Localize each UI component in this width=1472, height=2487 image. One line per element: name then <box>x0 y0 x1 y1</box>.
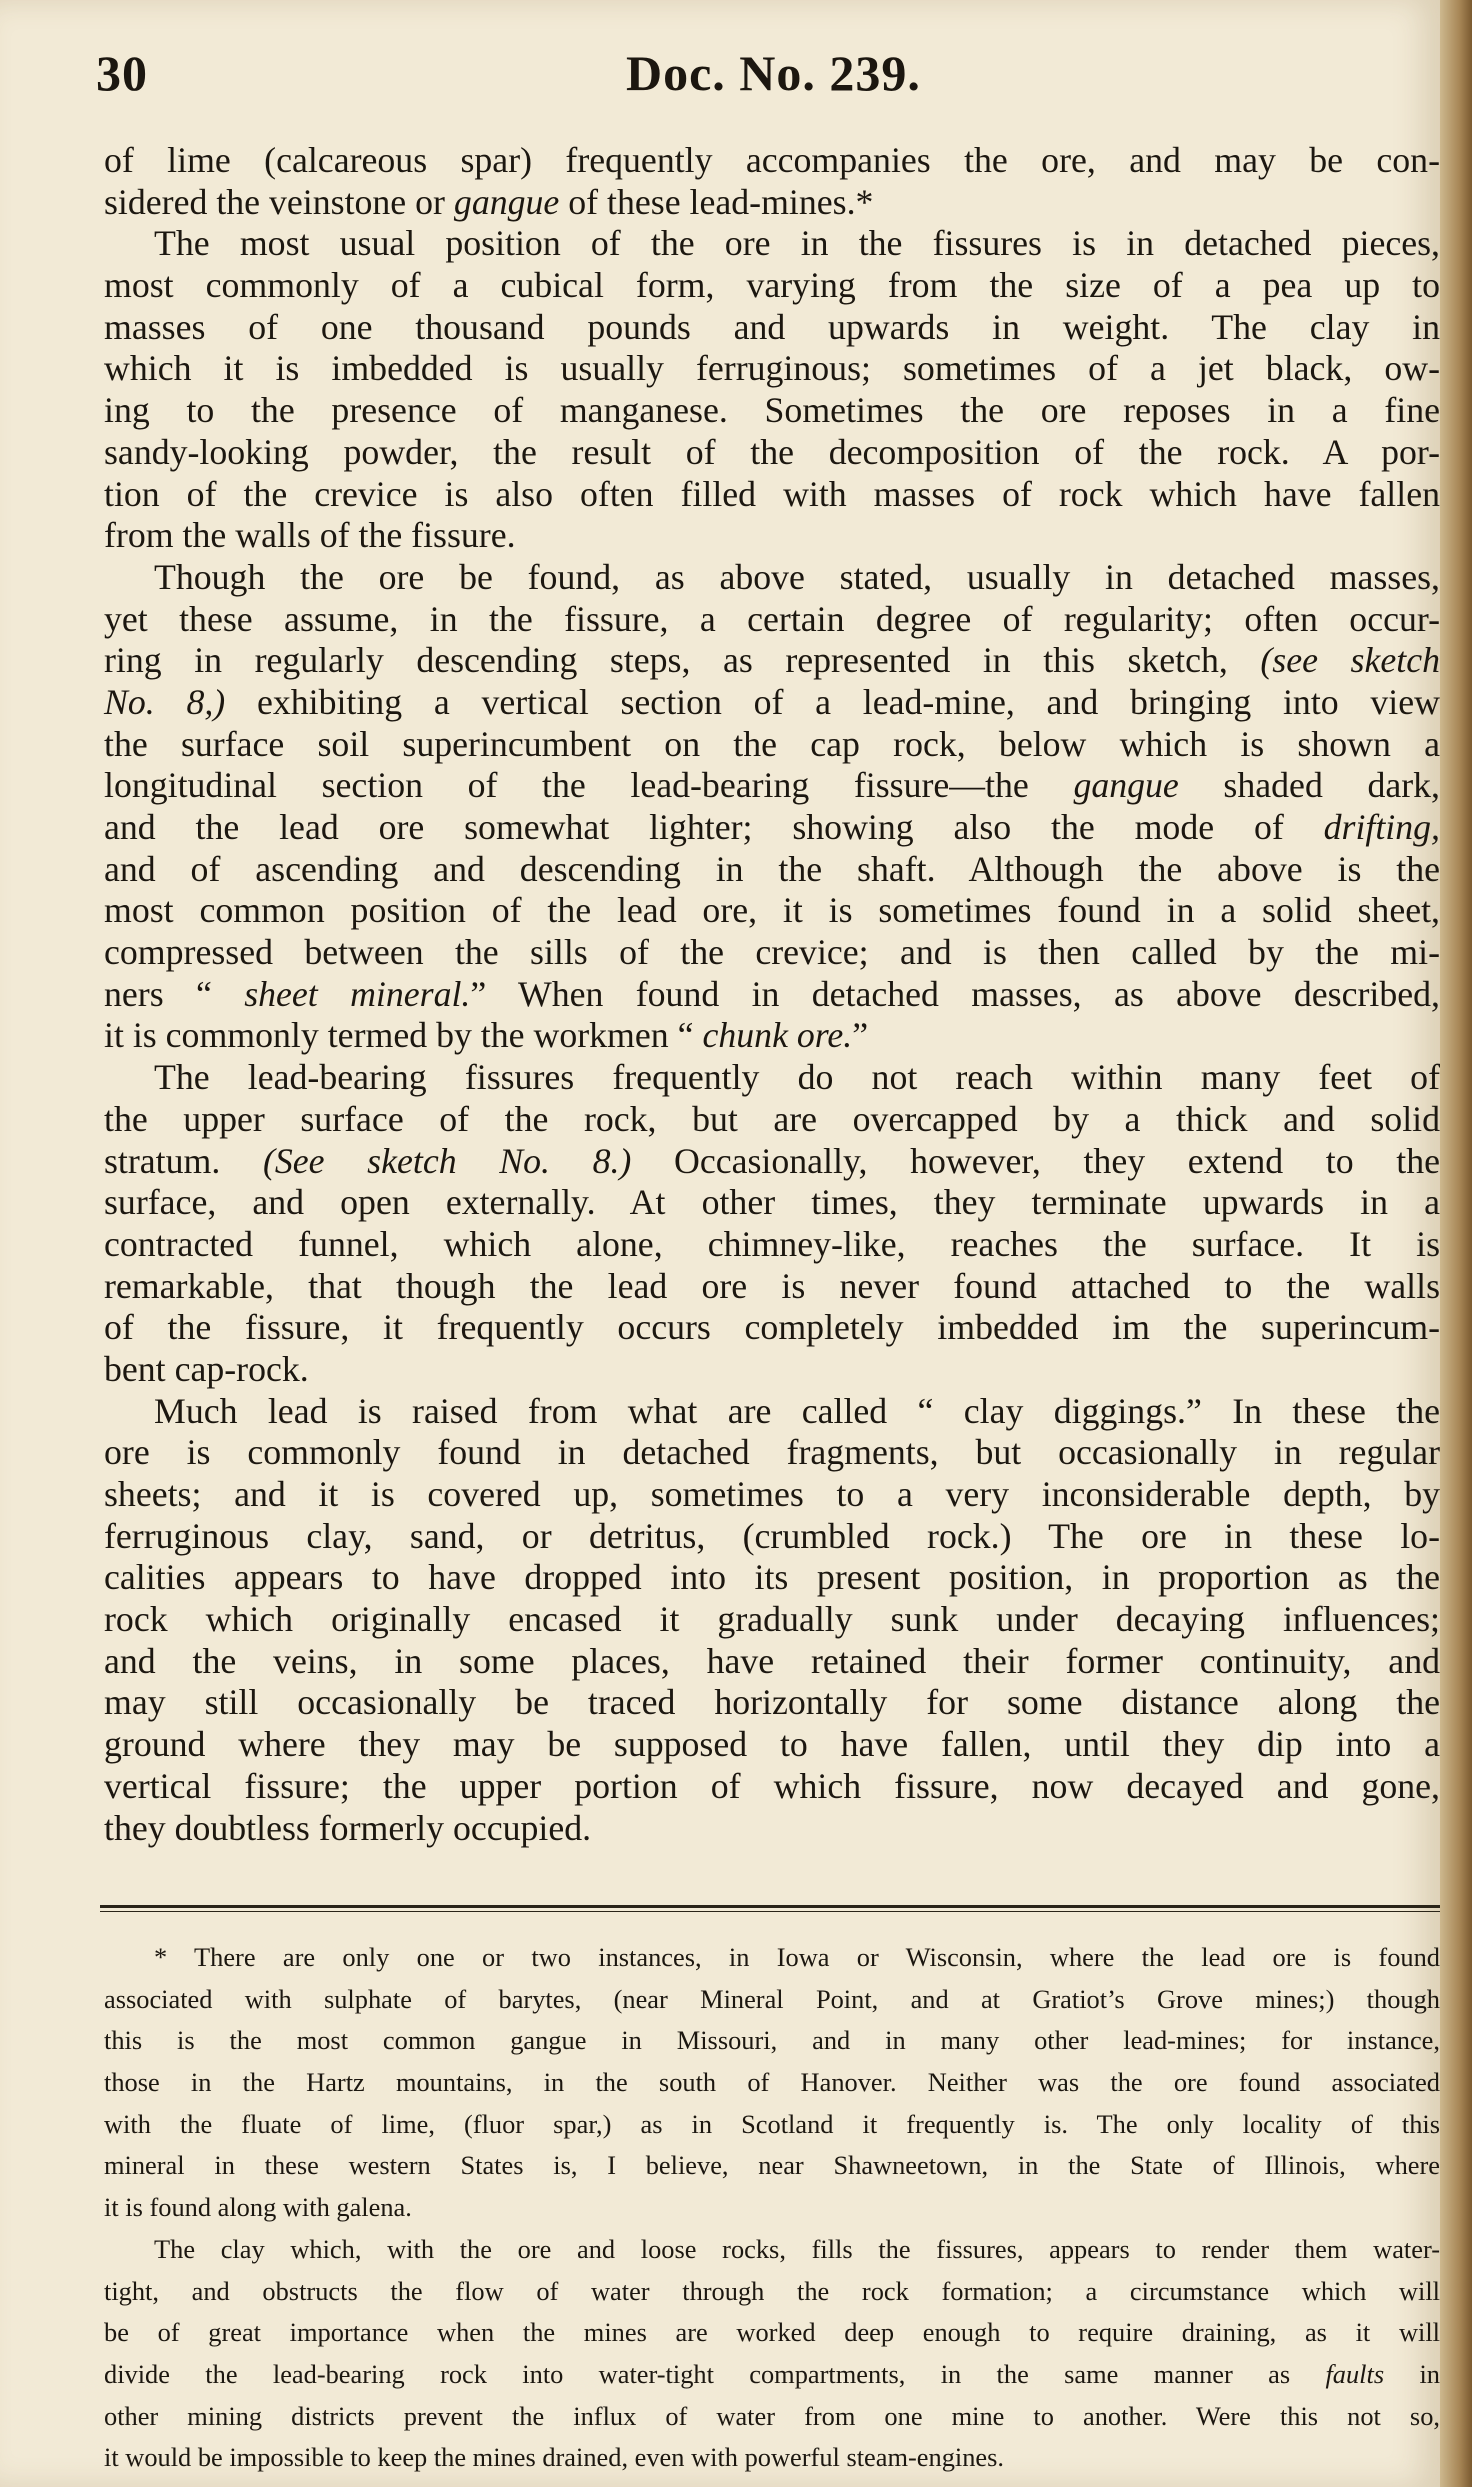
text-segment: those in the Hartz mountains, in the south of Hanover. Neither was the ore found associated <box>104 2067 1440 2098</box>
italic-text: faults <box>1325 2358 1385 2389</box>
text-line <box>104 1766 1440 1808</box>
text-segment: most commonly of a cubical form, varying from the size of a pea up to <box>104 265 1440 306</box>
italic-text: gangue <box>1073 765 1179 806</box>
text-segment: Occasionally, however, they extend to the <box>631 1140 1440 1181</box>
text-line <box>104 1808 1440 1850</box>
italic-text: gangue <box>453 181 560 222</box>
text-segment: ring in regularly descending steps, as represented in this sketch, <box>104 640 1261 681</box>
page-header <box>96 44 1446 114</box>
text-segment: sidered the veinstone or <box>104 181 454 222</box>
text-line <box>104 849 1440 891</box>
text-line <box>104 140 1440 182</box>
text-line <box>104 1099 1440 1141</box>
text-segment: ” <box>852 1015 869 1056</box>
text-line <box>104 1682 1440 1724</box>
text-line <box>104 807 1440 849</box>
text-line <box>104 223 1440 265</box>
text-line <box>104 974 1440 1016</box>
text-segment: the surface soil superincumbent on the cap rock, below which is shown a <box>104 723 1440 764</box>
text-segment: this is the most common gangue in Missouri, and in many other lead-mines; for instance, <box>104 2025 1440 2056</box>
text-line <box>104 1224 1440 1266</box>
footnote-line <box>104 2192 1440 2234</box>
text-line <box>104 307 1440 349</box>
footnote-line <box>104 1984 1440 2026</box>
text-segment: sandy-looking powder, the result of the decomposition of the rock. A por- <box>104 431 1440 472</box>
text-line <box>104 640 1440 682</box>
text-segment: compressed between the sills of the crevice; and is then called by the mi- <box>104 932 1440 973</box>
text-segment: may still occasionally be traced horizontally for some distance along the <box>104 1682 1440 1723</box>
text-segment: calities appears to have dropped into its present position, in proportion as the <box>104 1557 1440 1598</box>
text-segment: divide the lead-bearing rock into water-tight compartments, in the same manner as <box>104 2358 1326 2389</box>
text-segment: The lead-bearing fissures frequently do not reach within many feet of <box>154 1057 1440 1098</box>
text-segment: stratum. <box>104 1140 263 1181</box>
footnote-line <box>104 2150 1440 2192</box>
text-segment: contracted funnel, which alone, chimney-like, reaches the surface. It is <box>104 1223 1440 1264</box>
text-segment: tight, and obstructs the flow of water through the rock formation; a circumstance which will <box>104 2275 1440 2306</box>
footnote-line <box>104 2276 1440 2318</box>
text-line <box>104 1641 1440 1683</box>
text-line <box>104 1015 1440 1057</box>
text-segment: and the lead ore somewhat lighter; showing also the mode of <box>104 807 1324 847</box>
footnote-divider <box>100 1905 1440 1908</box>
text-segment: be of great importance when the mines are worked deep enough to require draining, as it will <box>104 2317 1440 2348</box>
text-segment: ore is commonly found in detached fragments, but occasionally in regular <box>104 1432 1440 1473</box>
text-line <box>104 1516 1440 1558</box>
text-line <box>104 557 1440 599</box>
text-segment: of lime (calcareous spar) frequently accompanies the ore, and may be con- <box>104 140 1440 180</box>
footnote-line <box>104 2109 1440 2151</box>
footnote-line <box>104 1942 1440 1984</box>
text-segment: ners “ <box>104 973 245 1014</box>
text-line <box>104 932 1440 974</box>
text-segment: ferruginous clay, sand, or detritus, (crumbled rock.) The ore in these lo- <box>104 1515 1440 1556</box>
text-line <box>104 265 1440 307</box>
italic-text: (see sketch <box>1260 640 1440 681</box>
footnote-line <box>104 2442 1440 2484</box>
footnote-divider-thin <box>100 1911 1440 1912</box>
italic-text: sheet mineral. <box>244 973 471 1014</box>
footnote-line <box>104 2359 1440 2401</box>
text-segment: Much lead is raised from what are called “ clay diggings.” In these the <box>154 1390 1440 1431</box>
text-segment: from the walls of the fissure. <box>104 515 516 556</box>
text-segment: The most usual position of the ore in the fissures is in detached pieces, <box>154 223 1440 264</box>
text-segment: most common position of the lead ore, it is sometimes found in a solid sheet, <box>104 890 1440 931</box>
text-segment: other mining districts prevent the influx of water from one mine to another. Were this not so, <box>104 2400 1440 2431</box>
text-segment: of these lead-mines.* <box>559 181 874 222</box>
page-edge <box>1440 0 1472 2487</box>
text-line <box>104 1182 1440 1224</box>
text-line <box>104 724 1440 766</box>
text-line <box>104 474 1440 516</box>
text-segment: mineral in these western States is, I believe, near Shawneetown, in the State of Illinois, where <box>104 2150 1440 2181</box>
page-number: 30 <box>96 45 148 101</box>
text-segment: masses of one thousand pounds and upwards in weight. The clay in <box>104 306 1440 347</box>
text-line <box>104 1557 1440 1599</box>
text-segment: shaded dark, <box>1178 765 1440 806</box>
text-line <box>104 1391 1440 1433</box>
document-title: Doc. No. 239. <box>626 45 921 101</box>
footnote-line <box>104 2067 1440 2109</box>
text-segment: ing to the presence of manganese. Sometimes the ore reposes in a fine <box>104 390 1440 431</box>
footnotes <box>104 1942 1440 2484</box>
italic-text: chunk ore. <box>702 1015 853 1056</box>
text-line <box>104 348 1440 390</box>
text-line <box>104 1599 1440 1641</box>
text-segment: it is commonly termed by the workmen “ <box>104 1015 703 1056</box>
text-line <box>104 390 1440 432</box>
text-segment: in <box>1384 2358 1440 2389</box>
footnote-line <box>104 2234 1440 2276</box>
text-segment: it would be impossible to keep the mines drained, even with powerful steam-engines. <box>104 2442 1005 2473</box>
text-segment: remarkable, that though the lead ore is never found attached to the walls <box>104 1265 1440 1306</box>
text-segment: and of ascending and descending in the shaft. Although the above is the <box>104 848 1440 889</box>
text-line <box>104 515 1440 557</box>
text-segment: longitudinal section of the lead-bearing fissure—the <box>104 765 1074 806</box>
text-segment: which it is imbedded is usually ferruginous; sometimes of a jet black, ow- <box>104 348 1440 389</box>
text-line <box>104 1724 1440 1766</box>
text-line <box>104 432 1440 474</box>
text-segment: with the fluate of lime, (fluor spar,) as in Scotland it frequently is. The only locality of this <box>104 2108 1440 2139</box>
text-segment: sheets; and it is covered up, sometimes to a very inconsiderable depth, by <box>104 1474 1440 1514</box>
text-line <box>104 1266 1440 1308</box>
text-line <box>104 890 1440 932</box>
text-segment: surface, and open externally. At other times, they terminate upwards in a <box>104 1182 1440 1223</box>
text-segment: Though the ore be found, as above stated, usually in detached masses, <box>154 556 1440 597</box>
text-line <box>104 1474 1440 1516</box>
text-line <box>104 682 1440 724</box>
text-segment: ” When found in detached masses, as above described, <box>470 973 1440 1014</box>
text-line <box>104 1432 1440 1474</box>
text-line <box>104 1307 1440 1349</box>
text-segment: tion of the crevice is also often filled with masses of rock which have fallen <box>104 473 1440 514</box>
text-segment: * There are only one or two instances, in Iowa or Wisconsin, where the lead ore is found <box>154 1942 1440 1972</box>
italic-text: No. 8,) <box>104 681 226 722</box>
text-segment: they doubtless formerly occupied. <box>104 1807 592 1848</box>
text-line <box>104 1141 1440 1183</box>
footnote-line <box>104 2401 1440 2443</box>
text-segment: and the veins, in some places, have retained their former continuity, and <box>104 1640 1440 1681</box>
footnote-line <box>104 2025 1440 2067</box>
text-segment: bent cap-rock. <box>104 1348 309 1389</box>
text-line <box>104 599 1440 641</box>
text-segment: ground where they may be supposed to have fallen, until they dip into a <box>104 1724 1440 1765</box>
text-line <box>104 182 1440 224</box>
text-line <box>104 765 1440 807</box>
italic-text: drifting, <box>1323 807 1440 847</box>
text-segment: associated with sulphate of barytes, (near Mineral Point, and at Gratiot’s Grove mines;) though <box>104 1983 1440 2014</box>
footnote-line <box>104 2317 1440 2359</box>
body-text <box>104 140 1440 1849</box>
text-segment: rock which originally encased it gradually sunk under decaying influences; <box>104 1599 1440 1640</box>
text-line <box>104 1057 1440 1099</box>
italic-text: (See sketch No. 8.) <box>262 1140 632 1181</box>
text-segment: it is found along with galena. <box>104 2192 412 2223</box>
text-segment: the upper surface of the rock, but are overcapped by a thick and solid <box>104 1098 1440 1139</box>
text-segment: of the fissure, it frequently occurs completely imbedded im the superincum- <box>104 1307 1440 1348</box>
text-segment: exhibiting a vertical section of a lead-mine, and bringing into view <box>225 681 1440 722</box>
text-segment: The clay which, with the ore and loose rocks, fills the fissures, appears to render them water- <box>154 2233 1440 2264</box>
text-segment: vertical fissure; the upper portion of which fissure, now decayed and gone, <box>104 1765 1440 1806</box>
text-segment: yet these assume, in the fissure, a certain degree of regularity; often occur- <box>104 598 1440 639</box>
text-line <box>104 1349 1440 1391</box>
